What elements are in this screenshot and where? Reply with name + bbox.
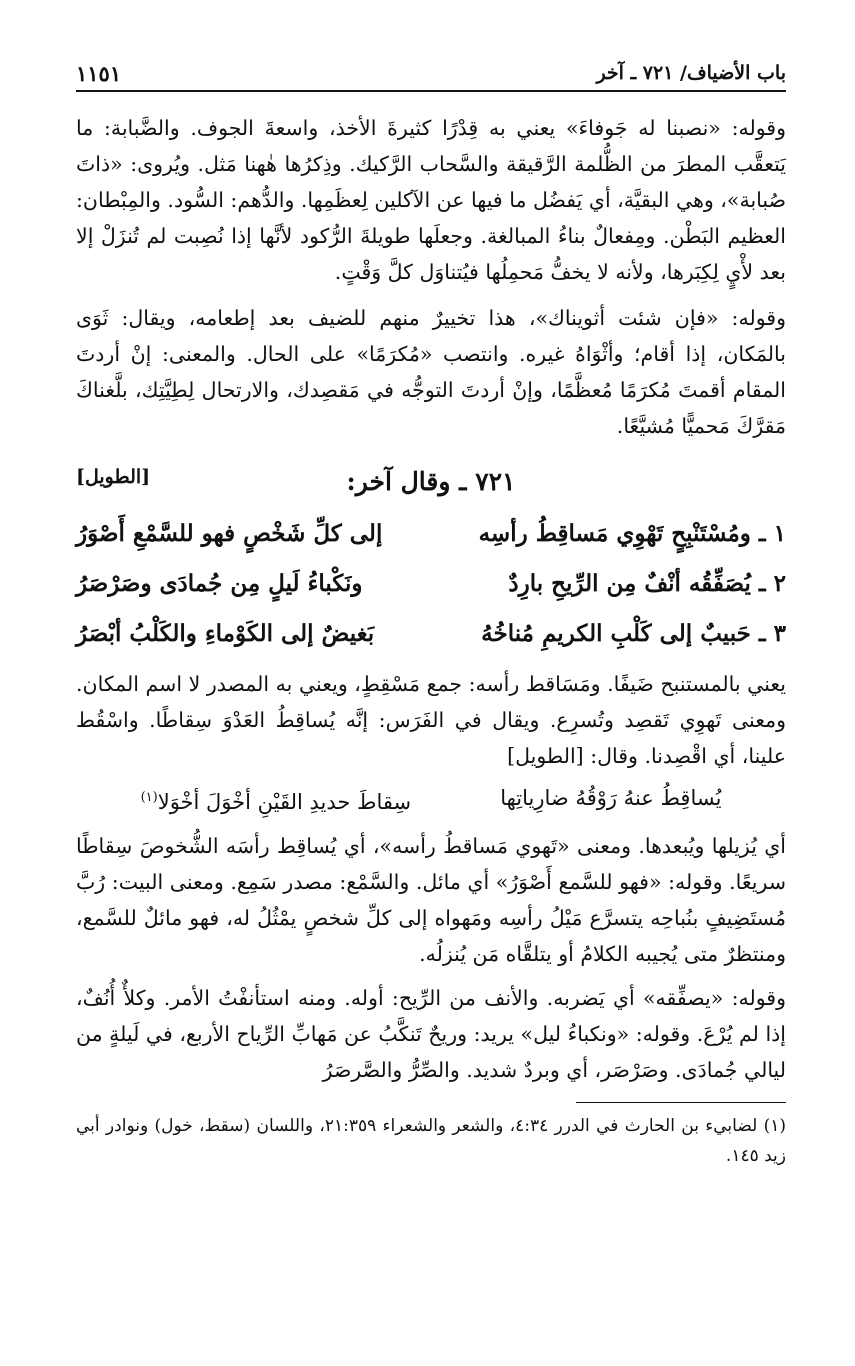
paragraph: وقوله: «فإن شئت أثويناك»، هذا تخييرٌ منهم للضيف بعد إطعامه، ويقال: ثَوَى بالمَكان، إذا أقام؛ وأثْوَاهُ غيره. وانتصب «مُكرَمًا» على الحال. والمعنى: إنْ أردتَ المقام أقمتَ مُكرَمًا مُعظَّمًا، وإنْ أردتَ التوجُّه في مَقصِدك، والارتحال لِطِيَّتِك، بلَّغناكَ مَقرَّكَ مَحميًّا مُشيَّعًا. <box>76 306 786 438</box>
poem-title: ٧٢١ ـ وقال آخر: <box>346 467 516 496</box>
poem-meter: [الطويل] <box>76 466 151 488</box>
book-page <box>76 58 786 1188</box>
poem-verses <box>76 508 786 658</box>
footnote-marker: (١) <box>140 790 158 805</box>
verse-line <box>76 608 786 658</box>
verse-line <box>76 558 786 608</box>
verse-first-hemistich: ٣ ـ حَبيبٌ إلى كَلْبِ الكريمِ مُناخُهُ <box>481 619 786 647</box>
poem-heading <box>76 462 786 502</box>
verse-first-hemistich: ١ ـ ومُسْتَنْبِحٍ تَهْوِي مَساقِطُ رأسِه <box>478 519 786 547</box>
quoted-verse-first-hemistich: يُساقِطُ عنهُ رَوْقُهُ ضارِياتِها <box>500 786 722 810</box>
paragraph: وقوله: «يصفِّقه» أي يَضربه. والأنف من الرِّيح: أوله. ومنه استأنفْتُ الأمر. وكلأٌ أُنُفٌ، إذا لم يُرْعَ. وقوله: «ونكباءُ ليل» يريد: وريحٌ تَنكَّبُ عن مَهابِّ الرِّياح الأربع، في لَيلةٍ من ليالي جُمادَى. وصَرْصَر، أي وبردٌ شديد. والصِّرُّ والصَّرصَرُ <box>76 986 786 1082</box>
paragraph: يعني بالمستنبح ضَيفًا. ومَسَاقط رأسه: جمع مَسْقِطٍ، ويعني به المصدر لا اسم المكان. ومعنى تَهوِي تَقصِد وتُسرِع. ويقال في الفَرَس: إنَّه يُساقِطُ العَدْوَ سِقاطًا. واسْقُط علينا، أي اقْصِدنا. وقال: [الطويل] <box>76 672 786 768</box>
quoted-verse <box>76 778 786 822</box>
verse-line <box>76 508 786 558</box>
running-title: باب الأضياف/ ٧٢١ ـ آخر <box>596 62 786 84</box>
verse-first-hemistich: ٢ ـ يُصَفِّقُه أنْفٌ مِن الرِّيحِ بارِدٌ <box>508 569 786 597</box>
page-number: ١١٥١ <box>76 60 122 86</box>
footnote-divider <box>576 1102 786 1103</box>
verse-second-hemistich: إلى كلِّ شَخْصٍ فهو للسَّمْعِ أَصْوَرُ <box>76 519 383 547</box>
paragraph: وقوله: «نصبنا له جَوفاءَ» يعني به قِدْرًا كثيرةَ الأخذ، واسعةَ الجوف. والضَّبابة: ما يَتعقَّب المطرَ من الظُّلمة الرَّقيقة والسَّحاب الرَّكيك. وذِكرُها هٰهنا مَثل. ويُروى: «ذاتَ صُبابة»، وهي البقيَّة، أي يَفضُل ما فيها عن الآكلين لِعظَمِها. والدُّهم: السُّود. والمِبْطان: العظيم البَطْن. ومِفعالٌ بناءُ المبالغة. وجعلَها طويلةَ الرُّكود لأنَّها إذا نُصِبت لم تُنزَلْ إلا بعد لأْيٍ لِكِبَرها، ولأنه لا يخفُّ مَحمِلُها فيُتناوَل كلَّ وَقْتٍ. <box>76 116 786 284</box>
footnote: (١) لضابيء بن الحارث في الدرر ٤:٣٤، والشعر والشعراء ٢١:٣٥٩، واللسان (سقط، خول) ونوادر أبي زيد ١٤٥. <box>76 1116 786 1166</box>
verse-second-hemistich: بَغيضٌ إلى الكَوْماءِ والكَلْبُ أبْصَرُ <box>76 619 375 647</box>
running-head <box>76 58 786 92</box>
verse-second-hemistich: ونَكْباءُ لَيلٍ مِن جُمادَى وصَرْصَرُ <box>76 569 363 597</box>
quoted-verse-second-hemistich: سِقاطَ حديدِ القَيْنِ أخْوَلَ أخْوَلا$^{(١)}$ <box>140 790 412 814</box>
paragraph: أي يُزيلها ويُبعدها. ومعنى «تَهوي مَساقطُ رأسه»، أي يُساقِط رأسَه الشُّخوصَ سِقاطًا سريعًا. وقوله: «فهو للسَّمع أَصْوَرُ» أي مائل. والسَّمْع: مصدر سَمِع. ومعنى البيت: رُبَّ مُستَضِيفٍ بنُباحِه يتسرَّع مَيْلُ رأسِه ومَهواه إلى كلِّ شخصٍ يمْثُلُ له، فهو مائلٌ للسَّمع، ومنتظرٌ متى يُجيبه الكلامُ أو يتلقَّاه مَن يُنزلُه. <box>76 834 786 966</box>
